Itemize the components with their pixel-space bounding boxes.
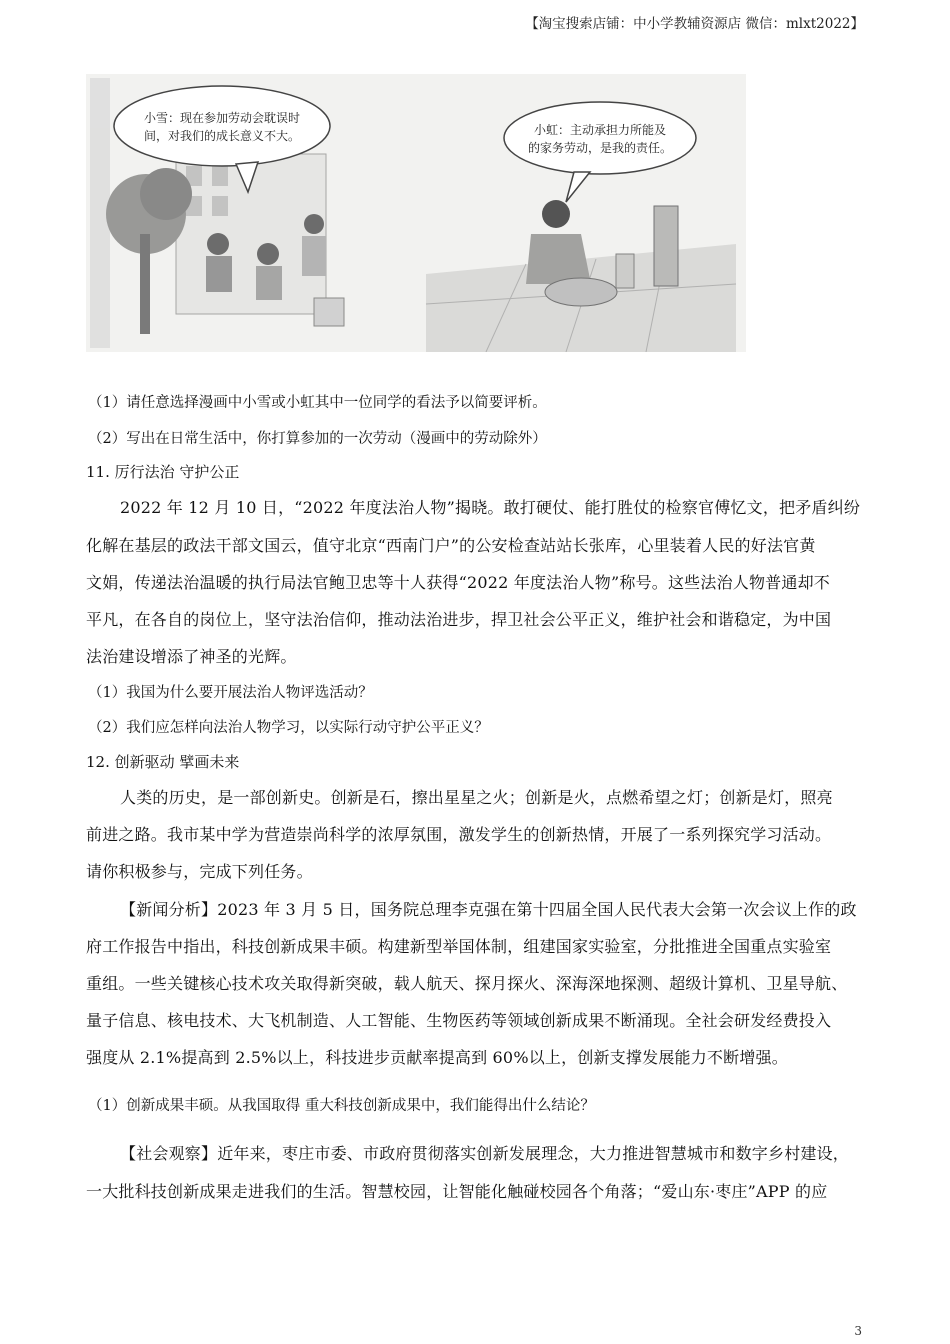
q12-intro-line: 前进之路。我市某中学为营造崇尚科学的浓厚氛围，激发学生的创新热情，开展了一系列探究学习活动。 <box>86 825 832 844</box>
q12-intro-line: 人类的历史，是一部创新史。创新是石，擦出星星之火；创新是火，点燃希望之灯；创新是灯，照亮 <box>120 788 833 807</box>
q12-news-line: 强度从 2.1%提高到 2.5%以上，科技进步贡献率提高到 60%以上，创新支撑发展能力不断增强。 <box>86 1048 788 1067</box>
q12-social-line: 【社会观察】近年来，枣庄市委、市政府贯彻落实创新发展理念，大力推进智慧城市和数字乡村建设， <box>120 1144 850 1163</box>
q12-news-line: 【新闻分析】2023 年 3 月 5 日，国务院总理李克强在第十四届全国人民代表大会第一次会议上作的政 <box>120 900 857 919</box>
q11-para-line: 法治建设增添了神圣的光辉。 <box>86 647 297 666</box>
q12-news-line: 重组。一些关键核心技术攻关取得新突破，载人航天、探月探火、深海深地探测、超级计算机、卫星导航、 <box>86 974 848 993</box>
q12-social-line: 一大批科技创新成果走进我们的生活。智慧校园，让智能化触碰校园各个角落；“爱山东·枣庄”APP 的应 <box>86 1182 828 1201</box>
q11-sub2: （2）我们应怎样向法治人物学习，以实际行动守护公平正义？ <box>88 720 489 736</box>
left-bubble-line-1: 小雪：现在参加劳动会耽误时 <box>143 111 301 125</box>
left-bubble-line-2: 间，对我们的成长意义不大。 <box>143 129 301 143</box>
q11-title: 11. 厉行法治 守护公正 <box>86 463 240 481</box>
right-bubble-line-2: 的家务劳动，是我的责任。 <box>527 141 673 155</box>
q11-para-line: 文娟，传递法治温暖的执行局法官鲍卫忠等十人获得“2022 年度法治人物”称号。这些法治人物普通却不 <box>86 573 830 592</box>
q10-sub1: （1）请任意选择漫画中小雪或小虹其中一位同学的看法予以简要评析。 <box>88 395 547 411</box>
q10-sub2: （2）写出在日常生活中，你打算参加的一次劳动（漫画中的劳动除外） <box>88 431 547 447</box>
q11-sub1: （1）我国为什么要开展法治人物评选活动？ <box>88 685 373 701</box>
q11-para-line: 2022 年 12 月 10 日，“2022 年度法治人物”揭晓。敢打硬仗、能打胜仗的检察官傅忆文，把矛盾纠纷 <box>120 498 861 517</box>
comic-illustration <box>86 74 746 352</box>
q12-sub1: （1）创新成果丰硕。从我国取得 重大科技创新成果中，我们能得出什么结论？ <box>88 1098 595 1114</box>
page-number: 3 <box>854 1324 862 1338</box>
right-bubble-line-1: 小虹：主动承担力所能及 <box>533 123 667 137</box>
q11-para-line: 平凡，在各自的岗位上，坚守法治信仰，推动法治进步，捍卫社会公平正义，维护社会和谐稳定，为中国 <box>86 610 832 629</box>
q12-news-line: 府工作报告中指出，科技创新成果丰硕。构建新型举国体制，组建国家实验室，分批推进全国重点实验室 <box>86 937 832 956</box>
q12-intro-line: 请你积极参与，完成下列任务。 <box>86 862 313 881</box>
q12-title: 12. 创新驱动 擘画未来 <box>86 753 240 771</box>
page-header: 【淘宝搜索店铺：中小学教辅资源店 微信：mlxt2022】 <box>525 16 864 32</box>
q11-para-line: 化解在基层的政法干部文国云，值守北京“西南门户”的公安检查站站长张库，心里装着人民的好法官黄 <box>86 536 816 555</box>
q12-news-line: 量子信息、核电技术、大飞机制造、人工智能、生物医药等领域创新成果不断涌现。全社会研发经费投入 <box>86 1011 832 1030</box>
